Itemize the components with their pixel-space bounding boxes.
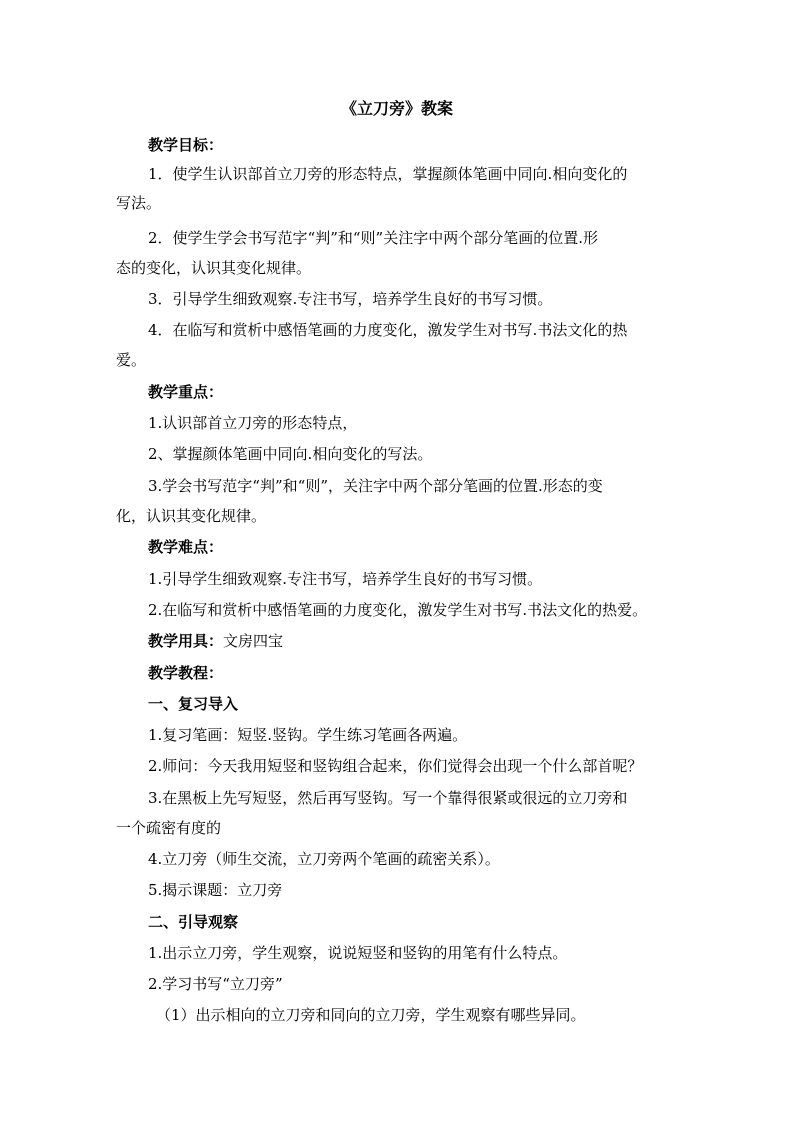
goal-1-line-2: 写法。 (116, 194, 162, 212)
section-1-item-1: 1.复习笔画：短竖.竖钩。学生练习笔画各两遍。 (148, 726, 468, 744)
goals-heading: 教学目标： (148, 136, 224, 154)
section-1-item-3-line-1: 3.在黑板上先写短竖，然后再写竖钩。写一个靠得很紧或很远的立刀旁和 (148, 789, 628, 807)
key-point-2: 2、掌握颜体笔画中同向.相向变化的写法。 (148, 445, 433, 463)
process-heading: 教学教程： (148, 664, 224, 682)
section-1-item-4: 4.立刀旁（师生交流，立刀旁两个笔画的疏密关系）。 (148, 850, 500, 868)
key-point-1: 1.认识部首立刀旁的形态特点， (148, 414, 358, 432)
goal-2-line-2: 态的变化，认识其变化规律。 (116, 259, 312, 277)
difficulty-1: 1.引导学生细致观察.专注书写，培养学生良好的书写习惯。 (148, 570, 543, 588)
tools-line (148, 631, 283, 651)
section-1-item-5: 5.揭示课题：立刀旁 (148, 881, 283, 899)
section-2-heading: 二、引导观察 (148, 913, 239, 931)
goal-3: 3．引导学生细致观察.专注书写，培养学生良好的书写习惯。 (148, 290, 553, 308)
difficulty-2: 2.在临写和赏析中感悟笔画的力度变化，激发学生对书写.书法文化的热爱。 (148, 601, 648, 619)
section-2-item-1: 1.出示立刀旁，学生观察，说说短竖和竖钩的用笔有什么特点。 (148, 944, 568, 962)
goal-1-line-1: 1．使学生认识部首立刀旁的形态特点，掌握颜体笔画中同向.相向变化的 (148, 165, 628, 183)
goal-4-line-2: 爱。 (116, 351, 147, 369)
tools-value: 文房四宝 (223, 632, 284, 650)
key-point-3-line-2: 化，认识其变化规律。 (116, 507, 267, 525)
key-point-3-line-1: 3.学会书写范字“判”和“则”，关注字中两个部分笔画的位置.形态的变 (148, 477, 603, 495)
difficulties-heading: 教学难点： (148, 538, 224, 556)
section-2-item-2: 2.学习书写“立刀旁” (148, 975, 283, 993)
key-points-heading: 教学重点： (148, 383, 224, 401)
section-2-item-2-sub-1: （1）出示相向的立刀旁和同向的立刀旁，学生观察有哪些异同。 (156, 1006, 586, 1024)
document-title: 《立刀旁》教案 (340, 99, 453, 118)
section-1-heading: 一、复习导入 (148, 695, 239, 713)
goal-2-line-1: 2．使学生学会书写范字“判”和“则”关注字中两个部分笔画的位置.形 (148, 229, 598, 247)
section-1-item-2: 2.师问：今天我用短竖和竖钩组合起来，你们觉得会出现一个什么部首呢？ (148, 757, 643, 775)
tools-heading: 教学用具： (148, 632, 224, 650)
section-1-item-3-line-2: 一个疏密有度的 (116, 819, 222, 837)
goal-4-line-1: 4．在临写和赏析中感悟笔画的力度变化，激发学生对书写.书法文化的热 (148, 321, 628, 339)
